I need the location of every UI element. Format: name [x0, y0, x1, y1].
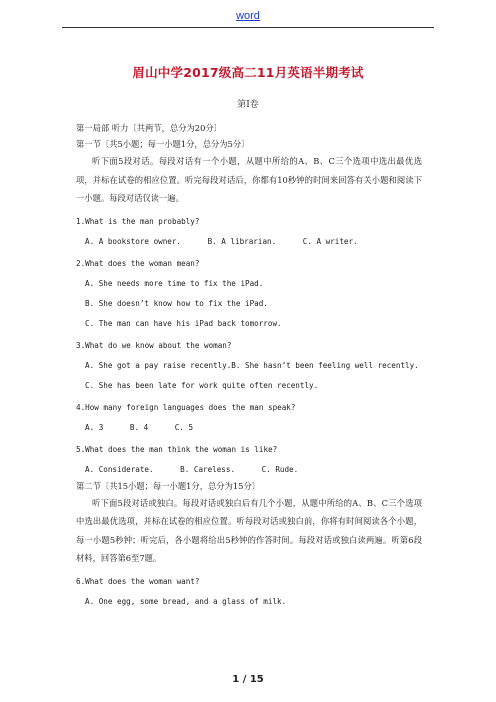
- option-a: A. 3: [85, 422, 104, 432]
- header-divider: [62, 27, 434, 28]
- option-c: C. Rude.: [261, 464, 299, 474]
- page-number: 1 / 15: [232, 674, 264, 685]
- option-ab: A. She got a pay raise recently.B. She hasn’t been feeling well recently.: [85, 360, 419, 370]
- option-a: A. She needs more time to fix the iPad.: [85, 278, 264, 288]
- question-stem: 6.What does the woman want?: [76, 576, 200, 586]
- question-6: [76, 574, 422, 610]
- option-b: B. 4: [129, 422, 149, 432]
- question-stem: 2.What does the woman mean?: [76, 258, 200, 268]
- option-a: A. One egg, some bread, and a glass of milk.: [85, 596, 287, 606]
- question-3: [76, 338, 422, 394]
- option-c: C. The man can have his iPad back tomorrow.: [85, 318, 282, 328]
- part1-heading: 第一局部 听力〔共两节，总分为20分〕: [76, 123, 222, 133]
- option-b: B. A librarian.: [207, 236, 277, 246]
- document-body: [76, 120, 422, 610]
- question-2: [76, 256, 422, 332]
- section2-heading: 第二节〔共15小题；每一小题1分，总分为15分〕: [76, 480, 261, 491]
- page-title: 眉山中学2017级高二11月英语半期考试: [132, 65, 364, 80]
- header-word-link[interactable]: word: [236, 10, 260, 22]
- section2-instructions: 听下面5段对话或独白。每段对话或独白后有几个小题，从题中所给的A、B、C三个选项中选出最优选项，并标在试卷的相应位置。听每段对话或独白前，你将有时间阅读各个小题，每一小题5秒钟；听完后，各小题将给出5秒钟的作答时间。每段对话或独白读两遍。听第6段材料，回答第6至7题。: [76, 497, 422, 563]
- option-a: A. A bookstore owner.: [85, 236, 182, 246]
- section1-heading: 第一节〔共5小题；每一小题1分，总分为5分〕: [76, 139, 250, 149]
- question-stem: 5.What does the man think the woman is like?: [76, 444, 278, 454]
- option-c: C. A writer.: [302, 236, 358, 246]
- section1-instructions: 听下面5段对话。每段对话有一个小题，从题中所给的A、B、C三个选项中选出最优选项，并标在试卷的相应位置。听完每段对话后，你都有10秒钟的时间来回答有关小题和阅读下一小题。每段对话仅读一遍。: [76, 156, 422, 203]
- option-b: B. She doesn’t know how to fix the iPad.: [85, 298, 268, 308]
- question-1: [76, 214, 422, 250]
- question-5: [76, 442, 422, 478]
- option-a: A. Considerate.: [85, 464, 154, 474]
- option-row: [76, 462, 422, 478]
- option-c: C. She has been late for work quite often recently.: [85, 380, 319, 390]
- option-row: [76, 234, 422, 250]
- option-row: [76, 420, 422, 436]
- question-stem: 3.What do we know about the woman?: [76, 340, 232, 350]
- volume-label: 第Ⅰ卷: [237, 100, 259, 110]
- question-4: [76, 400, 422, 436]
- option-c: C. 5: [174, 422, 194, 432]
- question-stem: 1.What is the man probably?: [76, 216, 200, 226]
- option-b: B. Careless.: [180, 464, 236, 474]
- question-stem: 4.How many foreign languages does the man speak?: [76, 402, 296, 412]
